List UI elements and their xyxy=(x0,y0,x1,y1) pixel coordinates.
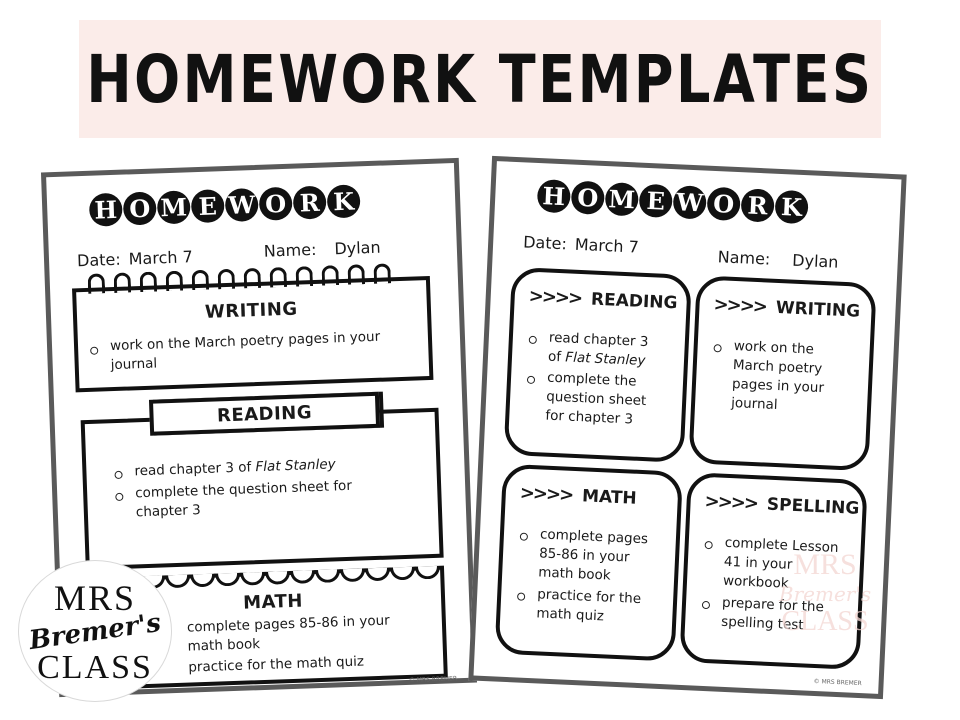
name-value: Dylan xyxy=(334,237,381,259)
heading-letter: H xyxy=(89,193,123,227)
spiral-coil xyxy=(373,263,391,284)
math-item: complete pages 85-86 in your math book xyxy=(537,526,649,584)
spelling-box xyxy=(679,472,867,670)
heading-letter: H xyxy=(537,179,571,213)
heading-letter: O xyxy=(706,187,740,221)
math-item: practice for the math quiz xyxy=(536,586,642,625)
spiral-coil xyxy=(88,273,106,294)
bullet-icon xyxy=(114,471,122,479)
homework-heading xyxy=(537,179,809,224)
math-box xyxy=(495,464,683,662)
reading-box xyxy=(81,408,444,570)
page-title: HOMEWORK TEMPLATES xyxy=(86,40,874,118)
heading-letter: W xyxy=(672,185,706,219)
bullet-icon xyxy=(713,344,721,352)
heading-letter: E xyxy=(639,184,673,218)
scallop xyxy=(215,573,240,587)
spiral-coil xyxy=(191,270,209,291)
bullet-icon xyxy=(517,592,525,600)
heading-letter: K xyxy=(327,184,361,218)
book-title: Flat Stanley xyxy=(255,456,336,476)
math-item: practice for the math quiz xyxy=(188,653,365,676)
heading-letter: R xyxy=(740,188,774,222)
copyright-credit: © MRS BREMER xyxy=(408,675,458,684)
chevrons-icon: >>>> xyxy=(713,294,767,318)
reading-item-text: read chapter 3 of xyxy=(547,329,649,366)
watermark-bottom: CLASS xyxy=(781,606,869,637)
homework-sheet-right xyxy=(468,156,906,699)
name-line xyxy=(264,238,381,261)
watermark-top: MRS xyxy=(793,548,857,581)
spiral-coil xyxy=(243,268,261,289)
watermark-script: Bremer's xyxy=(778,582,872,606)
chevrons-icon: >>>> xyxy=(528,285,582,310)
writing-box xyxy=(688,275,876,471)
scallop xyxy=(290,570,315,584)
heading-letter: O xyxy=(123,191,157,225)
spelling-header xyxy=(704,491,860,519)
heading-letter: M xyxy=(157,190,191,224)
heading-letter: O xyxy=(571,181,605,215)
heading-letter: R xyxy=(293,186,327,220)
date-line xyxy=(523,232,639,256)
homework-heading xyxy=(89,184,361,226)
spiral-coil xyxy=(114,272,132,293)
bullet-icon xyxy=(705,541,713,549)
writing-item: work on the March poetry pages in your journal xyxy=(730,338,825,414)
spelling-item: complete Lesson 41 in your workbook xyxy=(722,534,839,592)
scallop xyxy=(240,572,265,586)
heading-letter: W xyxy=(225,188,259,222)
math-header xyxy=(519,482,637,508)
writing-header xyxy=(713,294,860,322)
reading-item: complete the question sheet for chapter 3 xyxy=(134,477,353,521)
scallop xyxy=(390,567,415,581)
reading-header xyxy=(528,286,678,314)
spiral-coil xyxy=(295,266,313,287)
scallop xyxy=(190,574,215,588)
name-label: Name: xyxy=(717,247,771,269)
reading-heading: READING xyxy=(216,401,313,426)
spelling-item: prepare for the spelling test xyxy=(720,594,825,634)
spiral-coil xyxy=(321,265,339,286)
heading-letter: O xyxy=(259,187,293,221)
logo-bottom-text: CLASS xyxy=(37,649,153,686)
writing-box xyxy=(72,276,433,392)
reading-item xyxy=(548,329,660,372)
copyright-credit: © MRS BREMER xyxy=(813,677,862,688)
name-label: Name: xyxy=(263,239,317,261)
math-item: complete pages 85-86 in your math book xyxy=(186,612,390,655)
date-value: March 7 xyxy=(574,234,640,257)
heading-letter: M xyxy=(605,182,639,216)
scallop xyxy=(415,566,440,580)
scallop xyxy=(315,569,340,583)
math-heading: MATH xyxy=(581,486,638,509)
scallop xyxy=(265,571,290,585)
writing-heading: WRITING xyxy=(775,297,861,322)
date-value: March 7 xyxy=(128,247,194,269)
spiral-coil xyxy=(347,264,365,285)
spiral-coil xyxy=(269,267,287,288)
date-label: Date: xyxy=(76,249,122,271)
math-heading: MATH xyxy=(242,590,304,614)
reading-box xyxy=(504,267,692,463)
reading-item: complete the question sheet for chapter 3 xyxy=(545,369,647,428)
bullet-icon xyxy=(702,601,710,609)
scallop xyxy=(340,568,365,582)
chevrons-icon: >>>> xyxy=(519,482,573,506)
writing-item: work on the March poetry pages in your journal xyxy=(109,328,381,374)
date-line xyxy=(77,247,193,270)
logo-top-text: MRS xyxy=(53,578,137,618)
brand-logo xyxy=(18,560,172,702)
bullet-icon xyxy=(520,533,528,541)
name-line xyxy=(717,247,839,271)
title-banner xyxy=(79,20,881,138)
heading-letter: E xyxy=(191,189,225,223)
reading-item-text: read chapter 3 of xyxy=(134,459,256,480)
name-value: Dylan xyxy=(791,250,839,272)
spiral-coil xyxy=(165,271,183,292)
spiral-coil xyxy=(140,271,158,292)
bullet-icon xyxy=(529,336,537,344)
bullet-icon xyxy=(90,347,98,355)
logo-script-text: Bremer's xyxy=(27,607,163,657)
spelling-heading: SPELLING xyxy=(766,494,860,519)
bullet-icon xyxy=(527,376,535,384)
bullet-icon xyxy=(115,493,123,501)
writing-heading: WRITING xyxy=(204,298,298,323)
chevrons-icon: >>>> xyxy=(704,490,758,515)
scallop xyxy=(365,568,390,582)
spiral-coil xyxy=(217,269,235,290)
book-title: Flat Stanley xyxy=(565,349,646,370)
reading-heading: READING xyxy=(590,289,678,314)
date-label: Date: xyxy=(522,232,568,254)
heading-letter: K xyxy=(774,190,808,224)
